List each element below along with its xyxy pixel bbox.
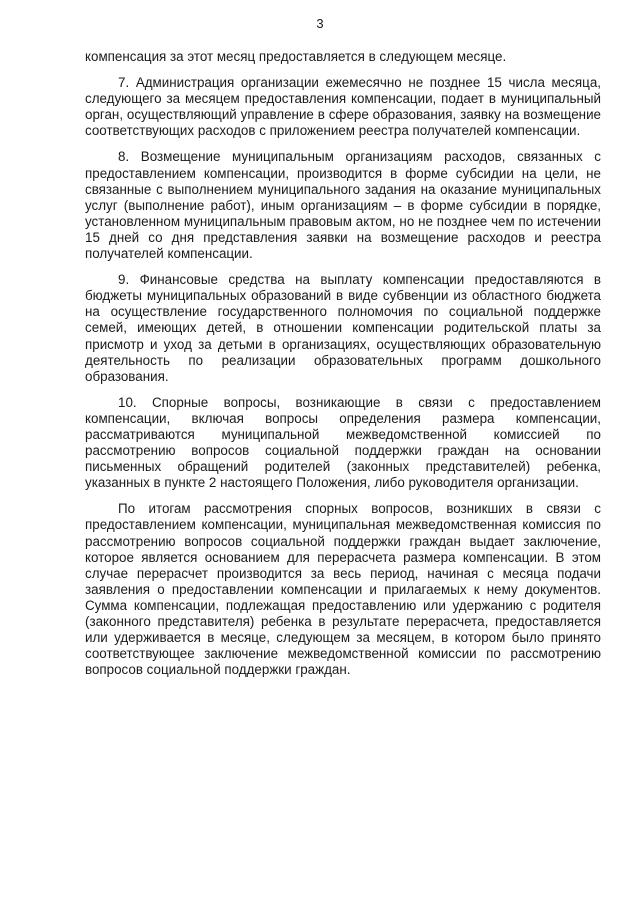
paragraph-10-followup: По итогам рассмотрения спорных вопросов, возникших в связи с предоставлением компенсации, муниципальная межведомственная комиссия по рассмотрению вопросов социальной поддержки граждан выдает заключение, которое является основанием для перерасчета размера компенсации. В этом случае перерасчет производится за весь период, начиная с месяца подачи заявления о предоставлении компенсации и прилагаемых к нему документов. Сумма компенсации, подлежащая предоставлению или удержанию с родителя (законного представителя) ребенка в результате перерасчета, предоставляется или удерживается в месяце, следующем за месяцем, в котором было принято соответствующее заключение межведомственной комиссии по рассмотрению вопросов социальной поддержки граждан. bbox=[85, 501, 601, 678]
paragraph-continuation: компенсация за этот месяц предоставляется в следующем месяце. bbox=[85, 49, 507, 64]
page-number: 3 bbox=[316, 16, 324, 31]
paragraph-9: 9. Финансовые средства на выплату компенсации предоставляются в бюджеты муниципальных образований в виде субвенции из областного бюджета на осуществление государственного полномочия по социальной поддержке семей, имеющих детей, в отношении компенсации родительской платы за присмотр и уход за детьми в организациях, осуществляющих образовательную деятельность по реализации образовательных программ дошкольного образования. bbox=[85, 272, 601, 384]
paragraph-7: 7. Администрация организации ежемесячно не позднее 15 числа месяца, следующего за месяцем предоставления компенсации, подает в муниципальный орган, осуществляющий управление в сфере образования, заявку на возмещение соответствующих расходов с приложением реестра получателей компенсации. bbox=[85, 75, 601, 139]
paragraph-8: 8. Возмещение муниципальным организациям расходов, связанных с предоставлением компенсации, производится в форме субсидии на цели, не связанные с выполнением муниципального задания на оказание муниципальных услуг (выполнение работ), иным организациям – в форме субсидии в порядке, установленном муниципальным правовым актом, но не позднее чем по истечении 15 дней со дня представления заявки на возмещение расходов и реестра получателей компенсации. bbox=[85, 149, 601, 262]
paragraph-10: 10. Спорные вопросы, возникающие в связи с предоставлением компенсации, включая вопросы определения размера компенсации, рассматриваются муниципальной межведомственной комиссией по рассмотрению вопросов социальной поддержки граждан на основании письменных обращений родителей (законных представителей) ребенка, указанных в пункте 2 настоящего Положения, либо руководителя организации. bbox=[85, 394, 601, 491]
document-body bbox=[85, 49, 601, 688]
